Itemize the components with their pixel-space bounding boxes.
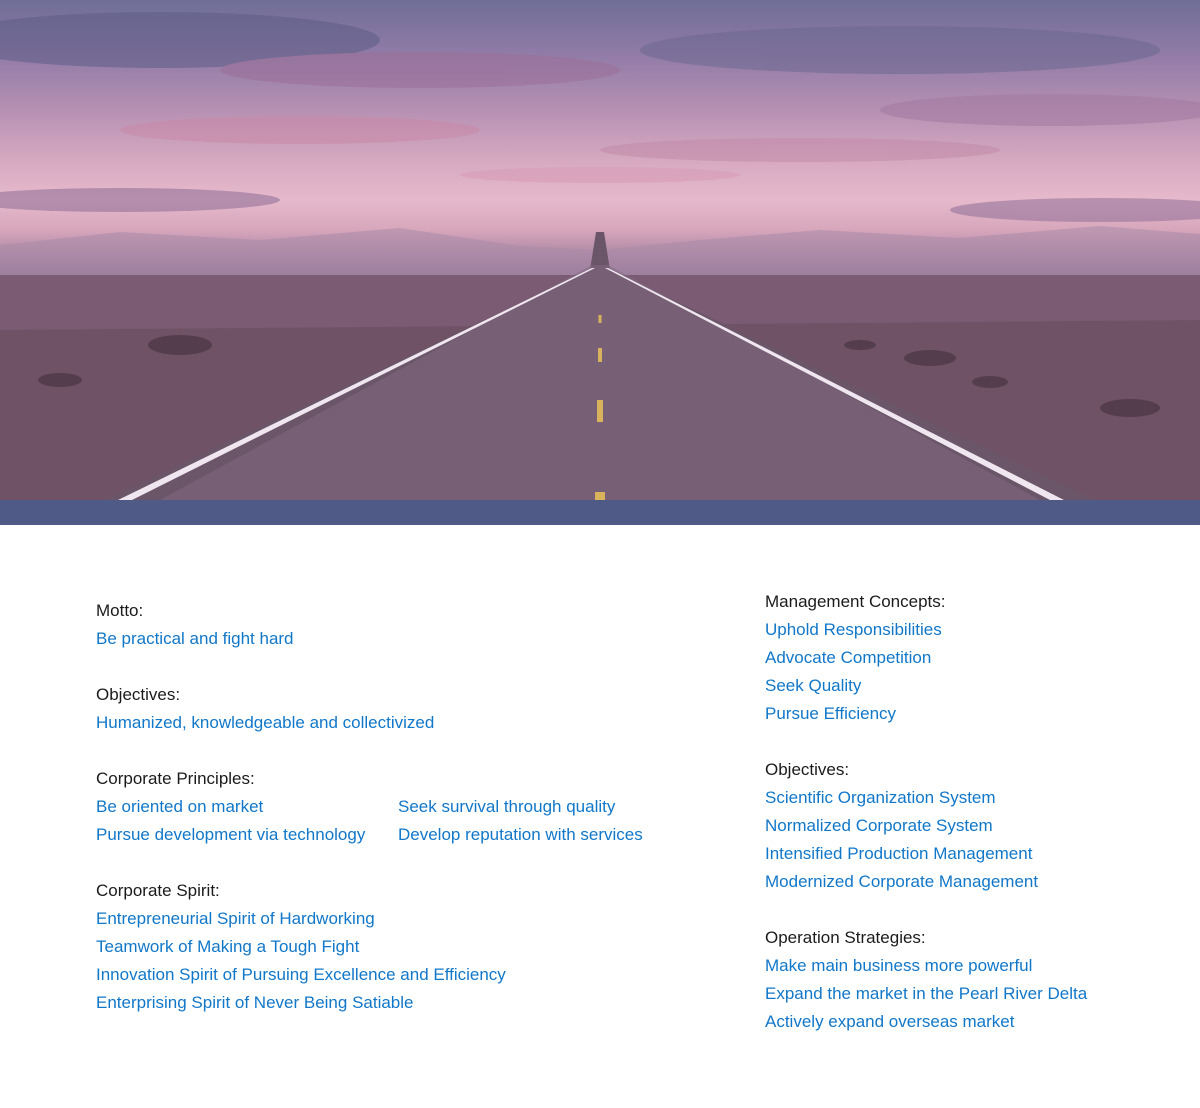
spirit-item: Enterprising Spirit of Never Being Satiable — [96, 993, 414, 1012]
left-column — [96, 597, 696, 1045]
spirit-heading: Corporate Spirit: — [96, 881, 220, 900]
spirit-section — [96, 877, 696, 1017]
right-objectives-heading: Objectives: — [765, 760, 850, 779]
objectives-heading: Objectives: — [96, 685, 181, 704]
motto-item: Be practical and fight hard — [96, 629, 294, 648]
clouds — [0, 12, 1200, 222]
right-column — [765, 588, 1165, 1064]
principle-item: Develop reputation with services — [398, 825, 643, 844]
principle-item: Pursue development via technology — [96, 825, 366, 844]
strategy-item: Make main business more powerful — [765, 956, 1033, 975]
principle-item: Seek survival through quality — [398, 797, 616, 816]
principles-section — [96, 765, 696, 849]
spirit-item: Entrepreneurial Spirit of Hardworking — [96, 909, 375, 928]
right-objectives-section — [765, 756, 1165, 896]
objectives-item: Humanized, knowledgeable and collectivized — [96, 713, 435, 732]
management-section — [765, 588, 1165, 728]
management-item: Uphold Responsibilities — [765, 620, 942, 639]
motto-heading: Motto: — [96, 601, 144, 620]
objectives-section — [96, 681, 696, 737]
management-item: Advocate Competition — [765, 648, 932, 667]
principle-item: Be oriented on market — [96, 797, 264, 816]
management-item: Seek Quality — [765, 676, 862, 695]
right-objectives-item: Normalized Corporate System — [765, 816, 993, 835]
strategy-item: Expand the market in the Pearl River Delta — [765, 984, 1088, 1003]
motto-section — [96, 597, 696, 653]
strategy-item: Actively expand overseas market — [765, 1012, 1015, 1031]
right-objectives-item: Intensified Production Management — [765, 844, 1033, 863]
principles-heading: Corporate Principles: — [96, 769, 255, 788]
right-objectives-item: Scientific Organization System — [765, 788, 996, 807]
hero-image — [0, 0, 1200, 500]
strategies-heading: Operation Strategies: — [765, 928, 926, 947]
desert-road-illustration — [0, 0, 1200, 500]
strategies-section — [765, 924, 1165, 1036]
management-heading: Management Concepts: — [765, 592, 946, 611]
right-objectives-item: Modernized Corporate Management — [765, 872, 1039, 891]
spirit-item: Teamwork of Making a Tough Fight — [96, 937, 360, 956]
management-item: Pursue Efficiency — [765, 704, 897, 723]
accent-band — [0, 500, 1200, 525]
principles-grid — [96, 793, 696, 849]
spirit-item: Innovation Spirit of Pursuing Excellence and Efficiency — [96, 965, 506, 984]
